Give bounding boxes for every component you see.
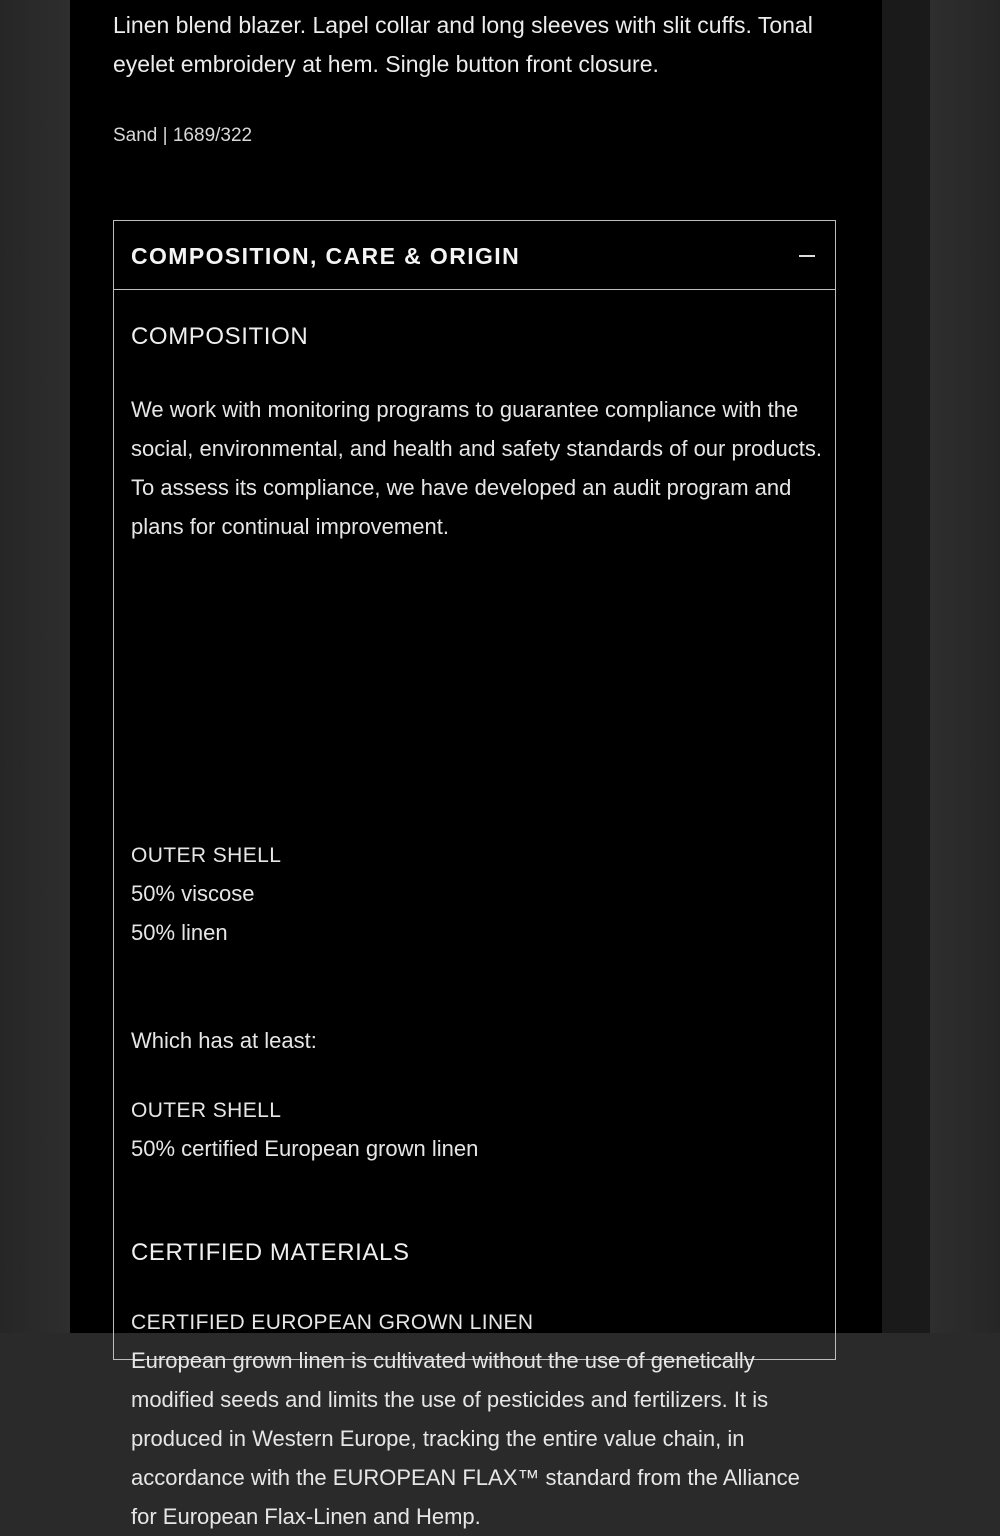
product-description: Linen blend blazer. Lapel collar and long sleeves with slit cuffs. Tonal eyelet embroidery at hem. Single button front closure. <box>113 12 813 77</box>
accordion-title: COMPOSITION, CARE & ORIGIN <box>131 243 521 269</box>
certified-linen-text: European grown linen is cultivated without the use of genetically modified seeds and limits the use of pesticides and fertilizers. It is produced in Western Europe, tracking the entire value chain, in accordance with the EUROPEAN FLAX™ standard from the Alliance for European Flax-Linen and Hemp. <box>131 1348 800 1529</box>
minus-icon[interactable] <box>799 255 815 257</box>
composition-care-origin-accordion <box>113 220 836 1529</box>
certified-linen-label: CERTIFIED EUROPEAN GROWN LINEN <box>131 1311 534 1334</box>
composition-heading: COMPOSITION <box>131 323 309 350</box>
composition-intro: We work with monitoring programs to guarantee compliance with the social, environmental, and health and safety standards of our products. To assess its compliance, we have developed an audit program and plans for continual improvement. <box>131 397 822 539</box>
certified-materials-heading: CERTIFIED MATERIALS <box>131 1239 410 1266</box>
product-detail-screen <box>70 0 882 1529</box>
which-has-at-least-label: Which has at least: <box>131 1028 317 1053</box>
color-and-reference: Sand | 1689/322 <box>113 125 253 146</box>
certified-outer-shell-label: OUTER SHELL <box>131 1099 282 1122</box>
outer-shell-label: OUTER SHELL <box>131 844 282 867</box>
outer-shell-item: 50% linen <box>131 920 228 945</box>
outer-shell-item: 50% viscose <box>131 881 255 906</box>
accordion-header[interactable] <box>114 221 835 290</box>
certified-outer-shell-item: 50% certified European grown linen <box>131 1136 479 1161</box>
